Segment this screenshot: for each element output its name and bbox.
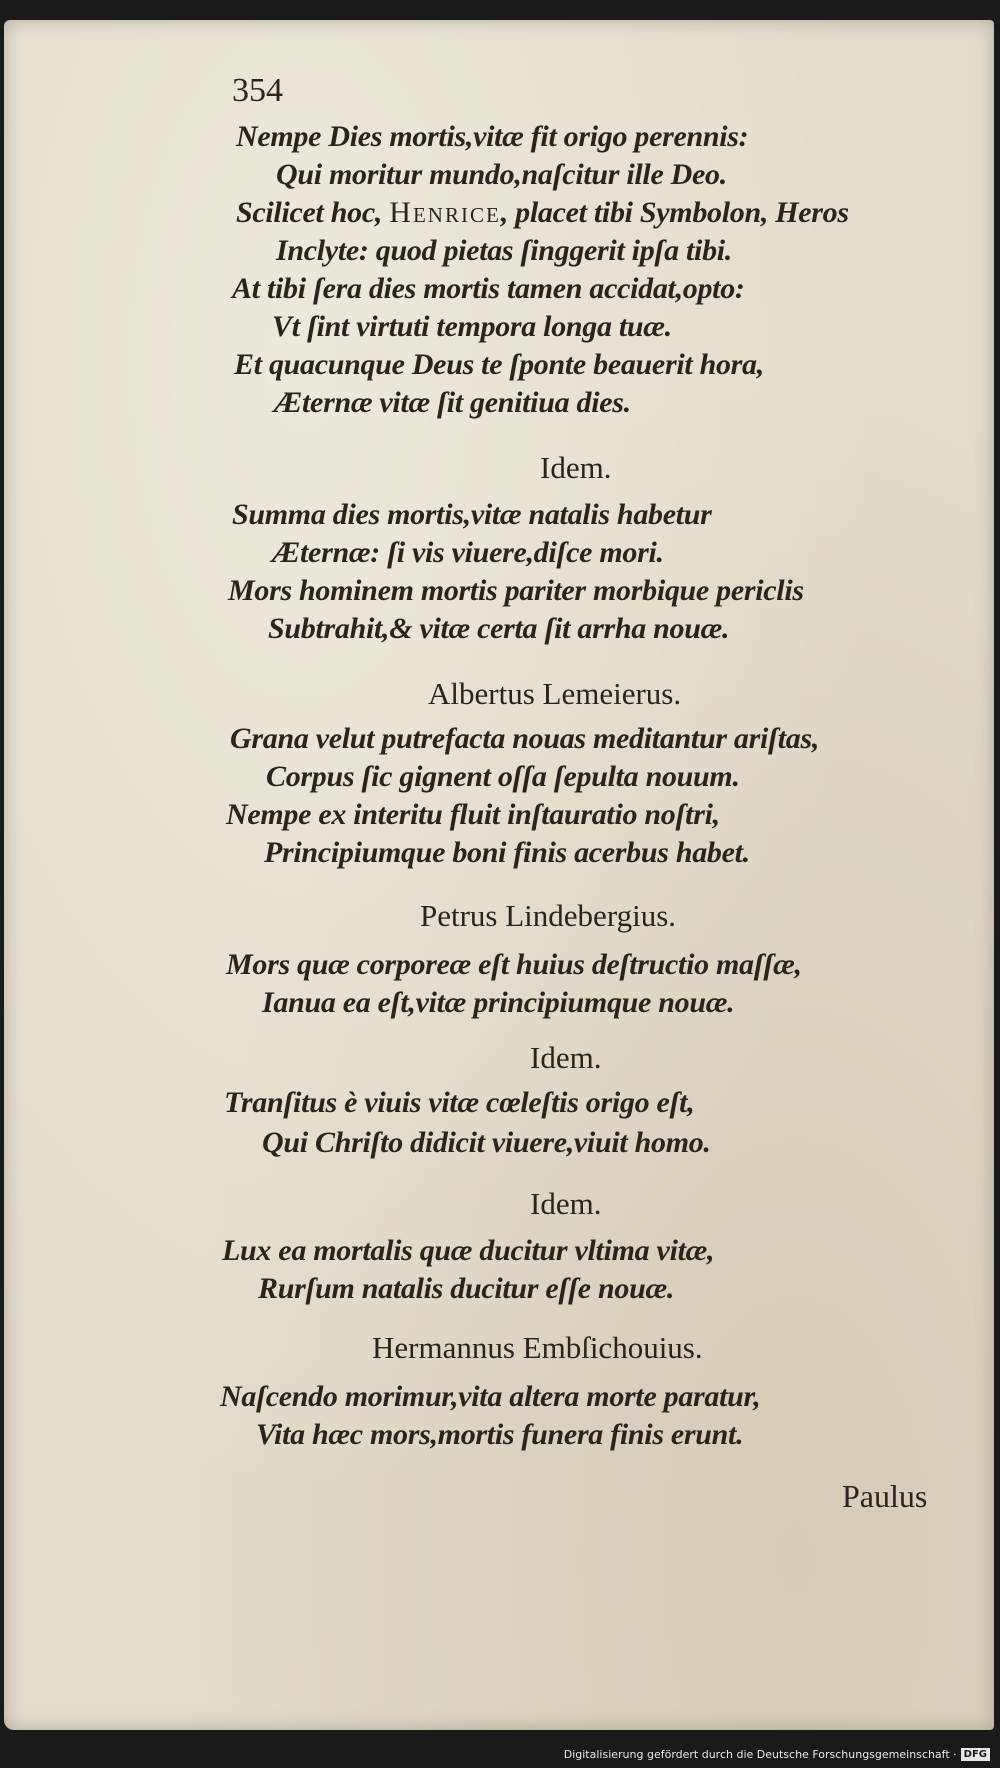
verse-line: Vt ſint virtuti tempora longa tuæ.	[272, 310, 672, 343]
catchword: Paulus	[842, 1478, 928, 1514]
verse-line: Grana velut putrefacta nouas meditantur ariſtas,	[230, 722, 820, 755]
verse-line	[236, 196, 849, 230]
verse-line: Mors hominem mortis pariter morbique periclis	[228, 574, 804, 607]
section-heading: Albertus Lemeierus.	[428, 676, 682, 711]
verse-line: Æternæ vitæ ſit genitiua dies.	[274, 386, 631, 419]
verse-line: Qui moritur mundo,naſcitur ille Deo.	[276, 158, 727, 191]
verse-text: Scilicet hoc,	[236, 196, 383, 229]
section-heading: Petrus Lindebergius.	[420, 898, 677, 933]
verse-line: Mors quæ corporeæ eſt huius deſtructio maſſæ,	[226, 948, 802, 981]
verse-line: Summa dies mortis,vitæ natalis habetur	[232, 498, 712, 531]
verse-line: Lux ea mortalis quæ ducitur vltima vitæ,	[222, 1234, 715, 1267]
section-heading: Idem.	[530, 1040, 602, 1075]
verse-line: Et quacunque Deus te ſponte beauerit hora,	[234, 348, 764, 381]
verse-line: Nempe Dies mortis,vitæ fit origo perennis:	[236, 120, 749, 153]
verse-line: Vita hæc mors,mortis funera finis erunt.	[256, 1418, 744, 1451]
page-number: 354	[232, 72, 283, 109]
dfg-logo-icon: DFG	[961, 1748, 990, 1761]
verse-line: Æternæ: ſi vis viuere,diſce mori.	[272, 536, 664, 569]
verse-line: Qui Chriſto didicit viuere,viuit homo.	[262, 1126, 711, 1159]
verse-line: Nempe ex interitu fluit inſtauratio noſtri,	[226, 798, 720, 831]
section-heading: Idem.	[540, 450, 612, 485]
verse-text: , placet tibi Symbolon, Heros	[500, 196, 849, 229]
section-heading: Hermannus Embſichouius.	[372, 1330, 703, 1365]
verse-line: Ianua ea eſt,vitæ principiumque nouæ.	[262, 986, 735, 1019]
verse-line: Inclyte: quod pietas ſinggerit ipſa tibi.	[276, 234, 733, 267]
verse-line: Principiumque boni finis acerbus habet.	[264, 836, 750, 869]
verse-line: Subtrahit,& vitæ certa ſit arrha nouæ.	[268, 612, 730, 645]
section-heading: Idem.	[530, 1186, 602, 1221]
digitization-footer	[564, 1748, 990, 1761]
verse-line: Tranſitus è viuis vitæ cœleſtis origo eſt,	[224, 1086, 695, 1119]
verse-line: At tibi ſera dies mortis tamen accidat,opto:	[232, 272, 745, 305]
footer-text: Digitalisierung gefördert durch die Deutsche Forschungsgemeinschaft ·	[563, 1748, 957, 1761]
verse-line: Corpus ſic gignent oſſa ſepulta nouum.	[266, 760, 740, 793]
verse-line: Naſcendo morimur,vita altera morte paratur,	[220, 1380, 761, 1413]
verse-line: Rurſum natalis ducitur eſſe nouæ.	[258, 1272, 675, 1305]
name-henrice: Henrice	[389, 196, 501, 229]
